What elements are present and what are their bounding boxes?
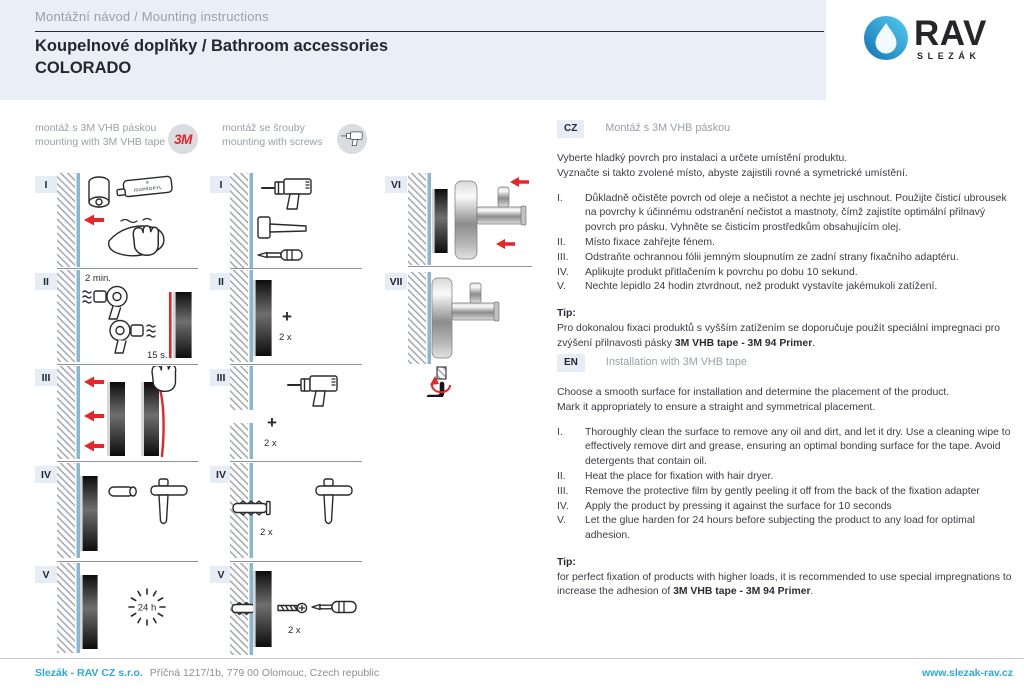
step-number: III. [557, 251, 569, 263]
wall-hatch [230, 366, 248, 410]
screw-fixing-illustration [230, 563, 362, 655]
heat-surface-illustration [57, 270, 198, 362]
step-divider [230, 364, 362, 365]
tape-step-5-cell [57, 563, 198, 658]
wall-hatch [57, 270, 75, 362]
screw-heading-cz: montáž se šrouby [222, 122, 305, 134]
screw-step-5-label: V [210, 566, 232, 583]
wall-strip [77, 563, 81, 653]
logo-subtext: SLEZÁK [917, 51, 981, 61]
tip-text-end: . [812, 337, 816, 349]
screw-step-1-cell [230, 173, 362, 273]
en-intro [557, 386, 1015, 416]
wall-strip [250, 423, 254, 459]
clock-24h-icon [129, 589, 165, 625]
final-step-6-cell [408, 173, 534, 270]
hand-icon [133, 226, 158, 255]
tape-step-1-label: I [35, 176, 57, 193]
drill-icon [262, 179, 311, 209]
grub-screw-icon [437, 367, 446, 379]
tighten-setscrew-illustration [408, 272, 534, 397]
step-number: V. [557, 515, 566, 527]
tape-heading-cz: montáž s 3M VHB páskou [35, 122, 157, 134]
step-text: Místo fixace zahřejte fénem. [585, 237, 715, 249]
step-number: III. [557, 485, 569, 497]
chrome-product [455, 181, 526, 259]
peel-film-illustration [57, 366, 198, 459]
tape-step-4-cell [57, 463, 198, 563]
wall-hatch [57, 366, 75, 459]
paper-roll-icon [89, 177, 109, 207]
3m-badge [168, 124, 198, 154]
list-item [557, 500, 1015, 515]
wall-strip [77, 173, 81, 267]
adhesive-block [83, 476, 98, 551]
step-number: II. [557, 237, 566, 249]
step-divider [57, 268, 198, 269]
list-item [557, 485, 1015, 500]
tools-illustration [230, 173, 362, 268]
cz-intro-line-1: Vyberte hladký povrch pro instalaci a určete umístění produktu. [557, 153, 848, 165]
step-number: IV. [557, 500, 569, 512]
step-text: Důkladně očistěte povrch od oleje a nečistot a nechte jej uschnout. Použijte čisticí ubrousek na povrchy k účinnému odstranění nečistot a mastnoty, čímž zajistíte optimální přilnavý povrch pro pásku. Vyhněte se čisticím prostředkům obsahujícím olej. [585, 192, 1007, 234]
en-section-header [557, 354, 1015, 372]
step-divider [408, 266, 532, 267]
cz-language-badge: CZ [557, 120, 584, 138]
wall-anchor-illustration [230, 463, 362, 558]
company-name: Slezák - RAV CZ s.r.o. [35, 667, 143, 679]
tape-step-2-label: II [35, 273, 57, 290]
final-step-7-cell [408, 272, 534, 402]
screw-icon [278, 603, 307, 612]
screw-column-heading [222, 121, 322, 149]
plus-sign: + [267, 413, 277, 432]
wall-hatch [57, 463, 75, 558]
red-arrow-icon [84, 441, 104, 452]
red-arrow-icon [84, 215, 104, 226]
step-divider [57, 461, 198, 462]
product-hook-icon [316, 479, 352, 524]
cz-step-list [557, 192, 1015, 295]
adhesive-block [256, 280, 272, 356]
tip-text-end: . [810, 586, 814, 598]
list-item [557, 236, 1015, 251]
footer-divider [0, 658, 1024, 659]
hand-icon [152, 366, 176, 391]
hammer-icon [258, 217, 306, 238]
adhesive-block [256, 571, 272, 647]
adhesive-block [144, 382, 159, 456]
step-number: I. [557, 192, 563, 204]
step-number: I. [557, 426, 563, 438]
tape-column-heading [35, 121, 165, 149]
tape-step-1-cell [57, 173, 198, 272]
wall-anchor-icon [233, 501, 270, 515]
wall-hatch [57, 173, 75, 267]
tape-step-3-cell [57, 366, 198, 464]
final-step-6-label: VI [385, 176, 407, 193]
screw-step-4-cell [230, 463, 362, 563]
step-text: Heat the place for fixation with hair dryer. [585, 471, 774, 483]
tape-step-5-label: V [35, 566, 57, 583]
wall-strip [250, 270, 254, 362]
wall-anchor-icon [232, 603, 255, 615]
tape-step-2-cell [57, 270, 198, 367]
drill-icon [341, 131, 363, 147]
red-arrow-icon [84, 411, 104, 422]
wall-hatch [230, 173, 248, 268]
tip-text-bold: 3M VHB tape - 3M 94 Primer [673, 586, 811, 598]
tape-step-4-label: IV [35, 466, 57, 483]
list-item [557, 514, 1015, 544]
company-address: Příčná 1217/1b, 779 00 Olomouc, Czech republic [149, 667, 380, 679]
en-intro-line-2: Mark it appropriately to ensure a straight and symmetrical placement. [557, 401, 876, 413]
cz-section-title: Montáž s 3M VHB páskou [605, 122, 731, 135]
apply-product-illustration [57, 463, 198, 558]
en-tip [557, 556, 1015, 600]
brand-logo [826, 0, 1024, 110]
chrome-product [432, 278, 499, 358]
en-step-list [557, 426, 1015, 544]
drill-hole-illustration [230, 366, 362, 459]
step-divider [57, 364, 198, 365]
step-text: Remove the protective film by gently peeling it off from the back of the fixation adapter [585, 485, 980, 497]
step-divider [230, 561, 362, 562]
final-step-7-label: VII [385, 273, 407, 290]
hairdryer-icon [83, 287, 127, 320]
step-number: IV. [557, 266, 569, 278]
wall-strip [428, 272, 432, 364]
red-arrow-icon [510, 177, 529, 187]
page-title: Koupelnové doplňky / Bathroom accessories [35, 37, 389, 55]
wall-strip [77, 463, 81, 558]
step-text: Let the glue harden for 24 hours before subjecting the product to any load for optimal adhesion. [585, 515, 975, 542]
heat-time-note: 2 min. [85, 273, 111, 284]
product-name: COLORADO [35, 59, 132, 77]
water-drop-icon [864, 16, 908, 60]
tip-text-bold: 3M VHB tape - 3M 94 Primer [674, 337, 813, 349]
hairdryer-icon [110, 321, 155, 354]
svg-text:ISOPROPYL: ISOPROPYL [133, 184, 163, 193]
screwdriver-icon [258, 250, 302, 260]
tip-label: Tip: [557, 308, 576, 320]
en-intro-line-1: Choose a smooth surface for installation and determine the placement of the product. [557, 387, 950, 399]
adhesive-block [110, 382, 125, 456]
quantity-note: 2 x [279, 332, 292, 343]
list-item [557, 266, 1015, 281]
wall-strip [250, 366, 254, 410]
drill-icon [288, 376, 337, 406]
wall-hatch [408, 173, 426, 265]
en-language-badge: EN [557, 354, 585, 372]
wall-hatch [57, 563, 75, 653]
en-section-title: Installation with 3M VHB tape [605, 356, 747, 369]
tape-step-3-label: III [35, 369, 57, 386]
wall-hatch [230, 423, 248, 459]
step-number: V. [557, 281, 566, 293]
step-number: II. [557, 471, 566, 483]
screw-step-3-label: III [210, 369, 232, 386]
tape-heading-en: mounting with 3M VHB tape [35, 136, 166, 149]
tip-label: Tip: [557, 556, 576, 568]
step-text: Aplikujte produkt přitlačením k povrchu po dobu 10 sekund. [585, 266, 858, 278]
product-cylinder-icon [109, 487, 136, 496]
red-arrow-icon [84, 377, 104, 388]
list-item [557, 470, 1015, 485]
step-text: Nechte lepidlo 24 hodin ztvrdnout, než produkt vystavíte jakémukoli zatížení. [585, 281, 938, 293]
quantity-note: 2 x [288, 625, 301, 636]
screw-step-3-cell [230, 366, 362, 464]
step-text: Apply the product by pressing it against the surface for 10 seconds [585, 500, 892, 512]
cz-section-header [557, 120, 1015, 138]
wall-hatch [408, 272, 426, 364]
step-text: Thoroughly clean the surface to remove any oil and dirt, and let it dry. Use a cleaning wipe to effectively remove dirt and grease, ensuring an optimal bonding surface for the tape. Avoid detergents that contain oil. [585, 426, 1011, 468]
screw-step-5-cell [230, 563, 362, 660]
adhesive-block [435, 189, 448, 253]
plus-sign: + [282, 307, 292, 326]
screw-step-1-label: I [210, 176, 232, 193]
tip-text-start: for perfect fixation of products with higher loads, it is recommended to use special impregnations to increase the adhesion of [557, 571, 1012, 598]
isopropyl-bottle-icon [116, 176, 172, 198]
tip-text [557, 322, 1015, 352]
list-item [557, 192, 1015, 236]
cz-intro [557, 152, 1015, 182]
adhesive-block [83, 575, 98, 649]
adhesive-block [176, 292, 192, 358]
wall-strip [77, 270, 81, 362]
wall-strip [77, 366, 81, 459]
screw-step-2-label: II [210, 273, 232, 290]
list-item [557, 426, 1015, 470]
wall-strip [428, 173, 432, 265]
list-item [557, 251, 1015, 266]
cz-tip [557, 307, 1015, 351]
tip-text [557, 571, 1015, 601]
drill-badge [337, 124, 367, 154]
press-time-note: 15 s. [147, 350, 168, 361]
cz-section [557, 120, 1015, 351]
step-divider [230, 461, 362, 462]
cure-time-illustration [57, 563, 198, 653]
list-item [557, 280, 1015, 295]
screw-step-4-label: IV [210, 466, 232, 483]
quantity-note: 2 x [264, 438, 277, 449]
3m-logo: 3M [174, 131, 192, 147]
red-arrow-icon [496, 239, 515, 249]
document-subtitle: Montážní návod / Mounting instructions [35, 9, 269, 24]
attach-product-illustration [408, 173, 534, 265]
svg-text:24 h: 24 h [137, 602, 157, 614]
screw-heading-en: mounting with screws [222, 136, 323, 149]
clean-surface-illustration [57, 173, 198, 267]
product-hook-icon [151, 479, 187, 524]
cz-intro-line-2: Vyznačte si takto zvolené místo, abyste zajistili rovné a symetrické umístění. [557, 167, 908, 179]
screw-step-2-cell [230, 270, 362, 367]
screwdriver-icon [312, 602, 356, 613]
website-link[interactable]: www.slezak-rav.cz [921, 667, 1013, 679]
en-section [557, 354, 1015, 600]
step-divider [230, 268, 362, 269]
step-text: Odstraňte ochrannou fólii jemným sloupnutím ze zadní strany fixačního adaptéru. [585, 251, 959, 263]
tip-text-start: Pro dokonalou fixaci produktů s vyšším zatížením se doporučuje použít speciální impregnaci pro zvýšení přilnavosti pásky [557, 322, 1000, 349]
wall-strip [250, 173, 254, 268]
step-divider [57, 561, 198, 562]
footer-company-info [35, 667, 379, 679]
adapter-position-illustration [230, 270, 362, 362]
red-tape-line [169, 292, 172, 358]
quantity-note: 2 x [260, 527, 273, 538]
wall-hatch [230, 270, 248, 362]
header-rule [35, 31, 824, 32]
logo-text: RAV [914, 14, 987, 53]
